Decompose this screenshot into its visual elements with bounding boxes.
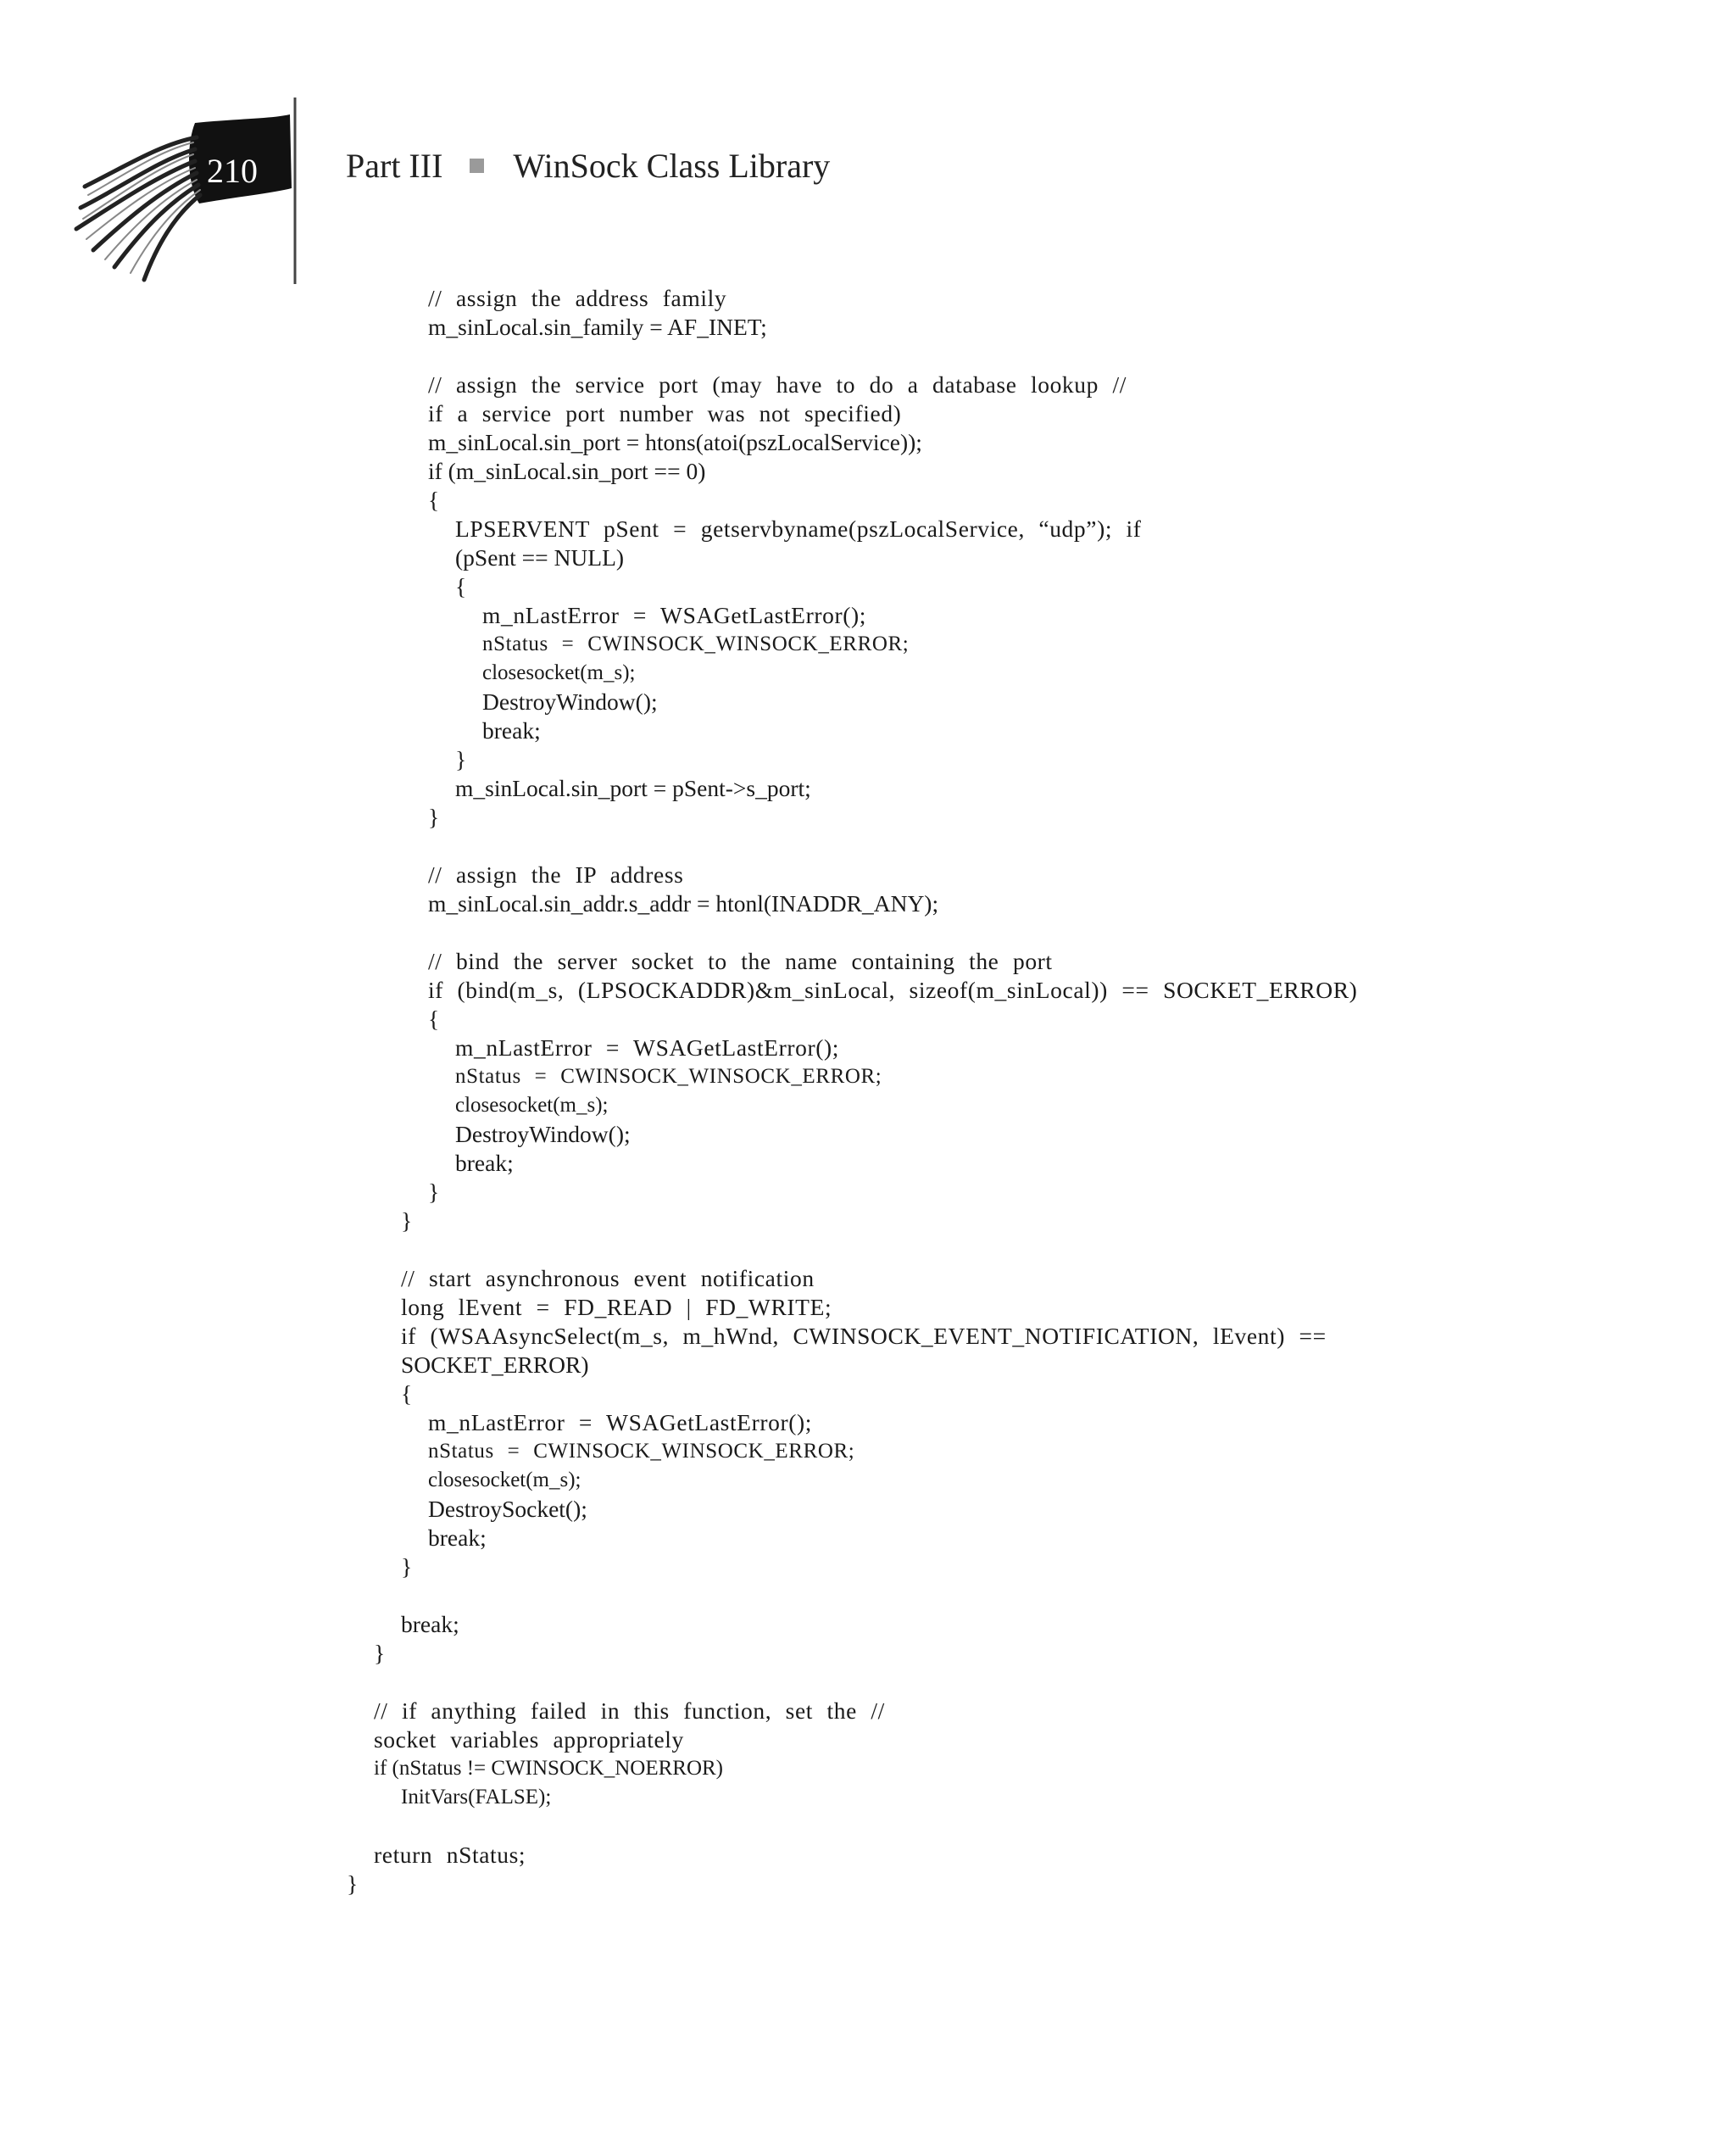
- code-line: if (bind(m_s, (LPSOCKADDR)&m_sinLocal, sizeof(m_sinLocal)) == SOCKET_ERROR): [428, 977, 1358, 1003]
- code-line: }: [428, 804, 440, 830]
- code-line: return nStatus;: [374, 1842, 526, 1868]
- code-line: closesocket(m_s);: [482, 661, 636, 684]
- code-line: DestroySocket();: [428, 1496, 587, 1522]
- code-line: // if anything failed in this function, set the //: [374, 1697, 885, 1724]
- code-line: socket variables appropriately: [374, 1726, 684, 1753]
- code-line: long lEvent = FD_READ | FD_WRITE;: [401, 1294, 832, 1320]
- code-line: // assign the service port (may have to do a database lookup //: [428, 371, 1127, 398]
- code-line: // bind the server socket to the name containing the port: [428, 948, 1053, 974]
- code-line: closesocket(m_s);: [428, 1469, 581, 1491]
- code-line: if (nStatus != CWINSOCK_NOERROR): [374, 1757, 724, 1780]
- code-line: LPSERVENT pSent = getservbyname(pszLocalService, “udp”); if: [455, 516, 1142, 542]
- code-line: closesocket(m_s);: [455, 1094, 609, 1117]
- code-line: SOCKET_ERROR): [401, 1352, 589, 1378]
- code-line: m_nLastError = WSAGetLastError();: [482, 602, 866, 628]
- code-line: }: [401, 1553, 413, 1580]
- code-line: }: [374, 1640, 386, 1666]
- code-line: nStatus = CWINSOCK_WINSOCK_ERROR;: [482, 633, 910, 655]
- code-line: break;: [401, 1611, 459, 1637]
- code-line: {: [428, 487, 440, 513]
- code-line: {: [401, 1380, 413, 1407]
- code-line: m_sinLocal.sin_port = pSent->s_port;: [455, 775, 811, 801]
- code-line: }: [455, 746, 467, 772]
- chapter-title: WinSock Class Library: [513, 147, 831, 185]
- code-line: (pSent == NULL): [455, 544, 625, 571]
- code-line: m_nLastError = WSAGetLastError();: [455, 1034, 839, 1061]
- code-line: m_sinLocal.sin_port = htons(atoi(pszLocalService));: [428, 429, 922, 455]
- code-line: break;: [428, 1524, 487, 1551]
- code-line: nStatus = CWINSOCK_WINSOCK_ERROR;: [455, 1065, 882, 1088]
- code-line: // assign the IP address: [428, 861, 684, 888]
- code-line: if (WSAAsyncSelect(m_s, m_hWnd, CWINSOCK_EVENT_NOTIFICATION, lEvent) ==: [401, 1323, 1327, 1349]
- code-line: DestroyWindow();: [482, 688, 658, 715]
- part-label: Part III: [346, 147, 443, 185]
- code-line: break;: [455, 1150, 514, 1176]
- code-line: {: [455, 573, 467, 599]
- code-line: m_nLastError = WSAGetLastError();: [428, 1409, 812, 1435]
- code-line: m_sinLocal.sin_family = AF_INET;: [428, 314, 767, 340]
- code-line: }: [347, 1870, 359, 1897]
- code-line: // start asynchronous event notification: [401, 1265, 815, 1291]
- page-number: 210: [207, 152, 258, 190]
- code-line: DestroyWindow();: [455, 1121, 631, 1147]
- code-line: // assign the address family: [428, 285, 727, 311]
- code-line: if a service port number was not specified): [428, 400, 902, 426]
- code-line: }: [401, 1207, 413, 1234]
- code-line: InitVars(FALSE);: [401, 1786, 552, 1809]
- code-line: {: [428, 1006, 440, 1032]
- code-line: }: [428, 1179, 440, 1205]
- code-line: m_sinLocal.sin_addr.s_addr = htonl(INADDR_ANY);: [428, 890, 939, 917]
- code-line: if (m_sinLocal.sin_port == 0): [428, 458, 706, 484]
- code-line: break;: [482, 717, 541, 744]
- code-line: nStatus = CWINSOCK_WINSOCK_ERROR;: [428, 1440, 855, 1463]
